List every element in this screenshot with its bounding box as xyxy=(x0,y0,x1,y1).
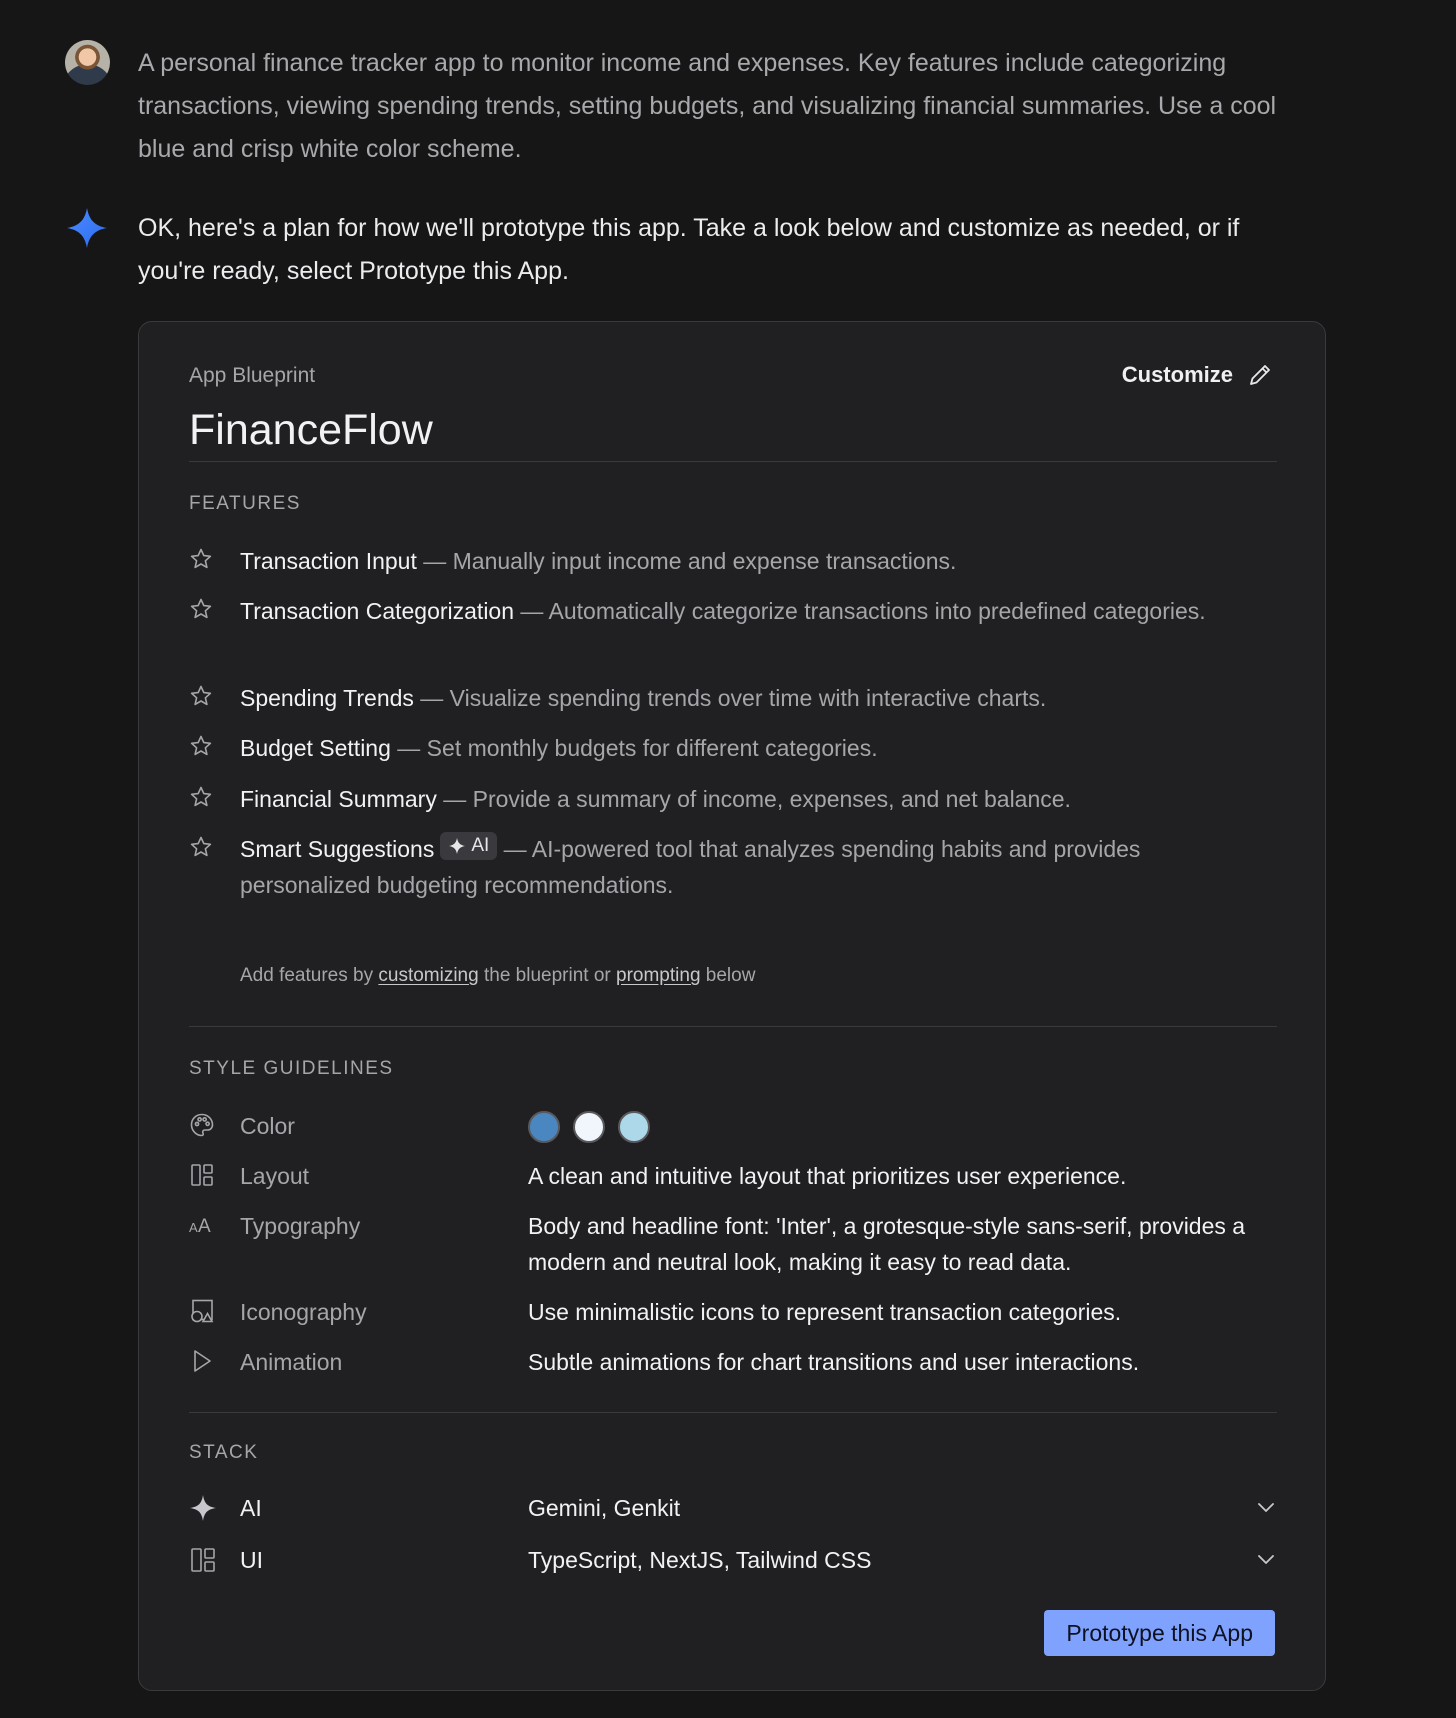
style-label: Layout xyxy=(240,1163,310,1189)
user-avatar xyxy=(65,40,110,85)
style-value: Subtle animations for chart transitions and user interactions. xyxy=(528,1349,1140,1375)
blueprint-subtitle: App Blueprint xyxy=(189,364,316,387)
stack-value: TypeScript, NextJS, Tailwind CSS xyxy=(528,1547,872,1573)
feature-desc: — Automatically categorize transactions into predefined categories. xyxy=(514,598,1206,624)
divider xyxy=(189,1412,1277,1413)
shapes-icon xyxy=(189,1298,215,1324)
color-swatch-accent xyxy=(618,1111,650,1143)
style-value: Body and headline font: 'Inter', a grotesque-style sans-serif, provides a modern and neutral look, making it easy to read data. xyxy=(528,1213,1246,1275)
sparkle-icon xyxy=(448,837,466,855)
star-icon xyxy=(189,597,213,621)
assistant-reply-text: OK, here's a plan for how we'll prototype this app. Take a look below and customize as needed, or if you're ready, select Prototype this App. xyxy=(138,214,1240,285)
typography-icon xyxy=(189,1212,215,1238)
stack-heading: STACK xyxy=(189,1442,259,1463)
style-guidelines-heading: STYLE GUIDELINES xyxy=(189,1058,394,1079)
feature-name: Budget Setting xyxy=(240,735,391,761)
feature-desc: — Manually input income and expense transactions. xyxy=(416,548,957,574)
ai-badge-label: AI xyxy=(471,835,490,856)
gemini-sparkle-icon xyxy=(66,207,108,249)
star-icon xyxy=(189,547,213,571)
style-label: Iconography xyxy=(240,1299,367,1325)
divider xyxy=(189,1026,1277,1027)
style-label: Animation xyxy=(240,1349,343,1375)
feature-desc: — AI-powered tool that analyzes spending habits and provides personalized budgeting recommendations. xyxy=(240,836,1141,898)
feature-name: Financial Summary xyxy=(240,786,437,812)
feature-desc: — Provide a summary of income, expenses, and net balance. xyxy=(436,786,1071,812)
feature-desc: — Visualize spending trends over time with interactive charts. xyxy=(413,685,1047,711)
hint-prefix: Add features by xyxy=(240,965,379,986)
customizing-link[interactable]: customizing xyxy=(378,965,479,986)
style-value: A clean and intuitive layout that prioritizes user experience. xyxy=(528,1163,1127,1189)
color-swatch-primary xyxy=(528,1111,560,1143)
ai-badge xyxy=(440,832,497,860)
play-icon xyxy=(189,1348,215,1374)
sparkle-icon xyxy=(189,1494,217,1522)
chevron-down-icon[interactable] xyxy=(1255,1548,1277,1570)
prompting-link[interactable]: prompting xyxy=(616,965,701,986)
layout-icon xyxy=(189,1546,217,1574)
feature-name: Spending Trends xyxy=(240,685,414,711)
blueprint-title: FinanceFlow xyxy=(189,406,433,454)
chevron-down-icon[interactable] xyxy=(1255,1496,1277,1518)
stack-label: UI xyxy=(240,1547,263,1573)
app-blueprint-card xyxy=(138,321,1326,1691)
style-label: Typography xyxy=(240,1213,361,1239)
color-swatch-background xyxy=(573,1111,605,1143)
customize-label: Customize xyxy=(1121,362,1233,387)
feature-name: Smart Suggestions xyxy=(240,836,435,862)
svg-text:A: A xyxy=(189,1220,198,1235)
star-icon xyxy=(189,684,213,708)
feature-desc: — Set monthly budgets for different categories. xyxy=(390,735,878,761)
style-label: Color xyxy=(240,1113,295,1139)
pencil-icon xyxy=(1247,362,1273,388)
hint-middle: the blueprint or xyxy=(478,965,617,986)
hint-suffix: below xyxy=(700,965,756,986)
features-heading: FEATURES xyxy=(189,493,301,514)
customize-button[interactable] xyxy=(1122,362,1273,388)
star-icon xyxy=(189,835,213,859)
layout-icon xyxy=(189,1162,215,1188)
star-icon xyxy=(189,785,213,809)
style-value: Use minimalistic icons to represent transaction categories. xyxy=(528,1299,1122,1325)
stack-label: AI xyxy=(240,1495,262,1521)
svg-text:A: A xyxy=(198,1216,211,1237)
user-prompt-text: A personal finance tracker app to monitor income and expenses. Key features include categorizing transactions, viewing spending trends, setting budgets, and visualizing financial summaries. Use a cool blue and crisp white color scheme. xyxy=(138,49,1277,163)
stack-value: Gemini, Genkit xyxy=(528,1495,681,1521)
add-features-hint xyxy=(240,965,755,987)
divider xyxy=(189,461,1277,462)
prototype-app-button[interactable]: Prototype this App xyxy=(1044,1610,1275,1656)
feature-name: Transaction Categorization xyxy=(240,598,515,624)
star-icon xyxy=(189,734,213,758)
color-swatches xyxy=(528,1111,650,1143)
feature-name: Transaction Input xyxy=(240,548,417,574)
palette-icon xyxy=(189,1112,215,1138)
